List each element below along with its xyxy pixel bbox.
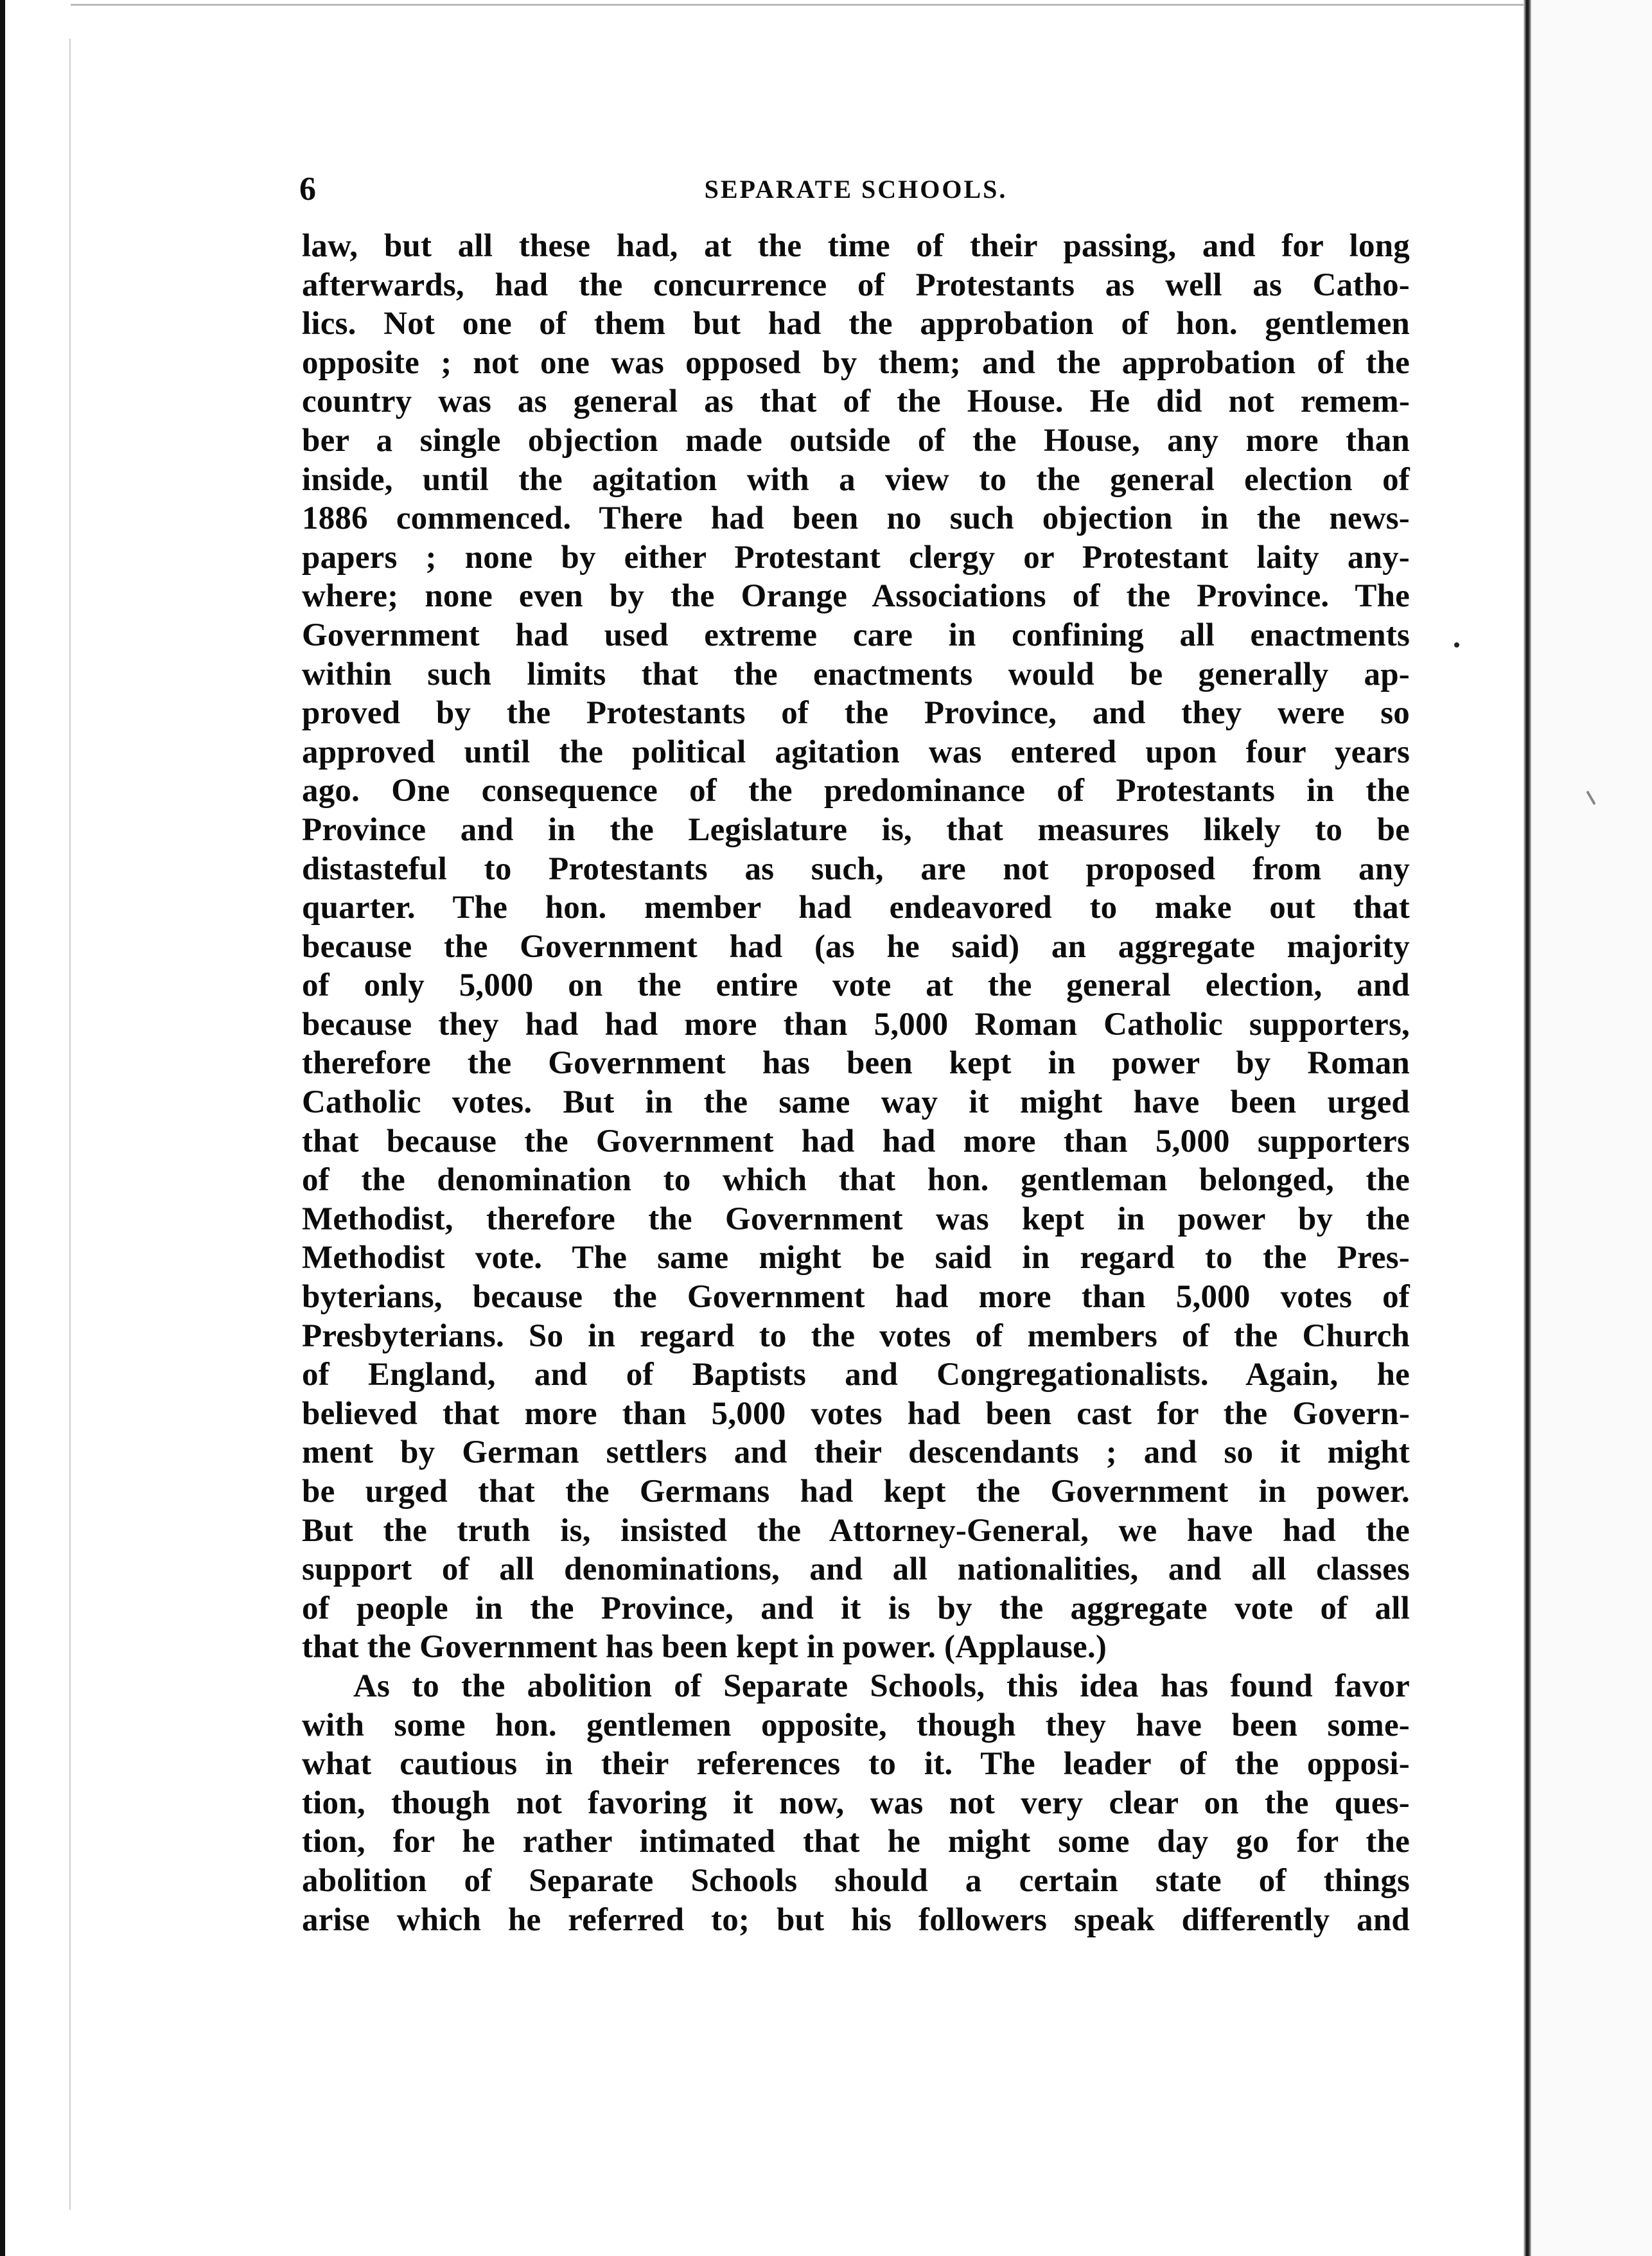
text-line: that because the Government had had more than 5,000 supporters xyxy=(302,1123,1410,1159)
scan-next-page-edge xyxy=(1531,0,1652,2256)
scan-edge-left xyxy=(0,0,5,2256)
text-line: afterwards, had the concurrence of Protestants as well as Catho- xyxy=(302,267,1410,303)
text-line: inside, until the agitation with a view to the general election of xyxy=(302,461,1410,498)
text-line: of the denomination to which that hon. gentleman belonged, the xyxy=(302,1162,1410,1199)
text-line: Presbyterians. So in regard to the votes of members of the Church xyxy=(302,1317,1410,1354)
document-page xyxy=(299,164,1410,1939)
text-line: approved until the political agitation was entered upon four years xyxy=(302,734,1410,770)
text-line: within such limits that the enactments would be generally ap- xyxy=(302,656,1410,692)
running-title: SEPARATE SCHOOLS. xyxy=(704,175,1008,204)
text-line: of only 5,000 on the entire vote at the general election, and xyxy=(302,967,1410,1004)
text-line: byterians, because the Government had more than 5,000 votes of xyxy=(302,1279,1410,1316)
text-line: what cautious in their references to it. The leader of the opposi- xyxy=(302,1746,1410,1783)
text-line: ber a single objection made outside of the House, any more than xyxy=(302,422,1410,459)
text-line: lics. Not one of them but had the approbation of hon. gentlemen xyxy=(302,306,1410,342)
text-line: be urged that the Germans had kept the Government in power. xyxy=(302,1474,1410,1510)
text-line: ago. One consequence of the predominance of Protestants in the xyxy=(302,773,1410,809)
text-line: law, but all these had, at the time of their passing, and for long xyxy=(302,228,1410,264)
text-line: abolition of Separate Schools should a certain state of things xyxy=(302,1862,1410,1899)
text-line: support of all denominations, and all nationalities, and all classes xyxy=(302,1551,1410,1588)
scan-gutter-right xyxy=(1524,0,1531,2256)
text-line: with some hon. gentlemen opposite, though they have been some- xyxy=(302,1707,1410,1743)
text-line: believed that more than 5,000 votes had been cast for the Govern- xyxy=(302,1395,1410,1432)
page-number: 6 xyxy=(299,171,316,207)
text-line: ment by German settlers and their descendants ; and so it might xyxy=(302,1434,1410,1471)
text-line: of people in the Province, and it is by the aggregate vote of all xyxy=(302,1590,1410,1626)
text-line: country was as general as that of the House. He did not remem- xyxy=(302,383,1410,420)
text-line: opposite ; not one was opposed by them; and the approbation of the xyxy=(302,344,1410,381)
text-line: papers ; none by either Protestant clergy or Protestant laity any- xyxy=(302,539,1410,576)
text-line: arise which he referred to; but his followers speak differently and xyxy=(302,1901,1410,1938)
text-line: But the truth is, insisted the Attorney-General, we have had the xyxy=(302,1512,1410,1549)
text-line: Government had used extreme care in confining all enactments xyxy=(302,617,1410,653)
text-line: tion, for he rather intimated that he might some day go for the xyxy=(302,1824,1410,1860)
text-line: because they had had more than 5,000 Roman Catholic supporters, xyxy=(302,1006,1410,1043)
text-line: that the Government has been kept in power. (Applause.) xyxy=(302,1629,1107,1666)
body-text xyxy=(302,227,1410,1939)
scan-edge-top xyxy=(71,4,1524,6)
text-line: As to the abolition of Separate Schools, this idea has found favor xyxy=(353,1668,1410,1704)
text-line: of England, and of Baptists and Congregationalists. Again, he xyxy=(302,1357,1410,1393)
text-line: Province and in the Legislature is, that measures likely to be xyxy=(302,811,1410,848)
running-head xyxy=(299,164,1410,215)
text-line: tion, though not favoring it now, was not very clear on the ques- xyxy=(302,1785,1410,1821)
text-line: proved by the Protestants of the Province, and they were so xyxy=(302,695,1410,732)
text-line: because the Government had (as he said) an aggregate majority xyxy=(302,928,1410,965)
text-line: therefore the Government has been kept in power by Roman xyxy=(302,1045,1410,1082)
ink-speck xyxy=(1454,642,1459,648)
text-line: quarter. The hon. member had endeavored to make out that xyxy=(302,890,1410,926)
text-line: Methodist vote. The same might be said in regard to the Pres- xyxy=(302,1240,1410,1276)
text-line: 1886 commenced. There had been no such objection in the news- xyxy=(302,500,1410,537)
text-line: Catholic votes. But in the same way it might have been urged xyxy=(302,1084,1410,1121)
text-line: distasteful to Protestants as such, are not proposed from any xyxy=(302,850,1410,887)
text-line: Methodist, therefore the Government was kept in power by the xyxy=(302,1201,1410,1237)
scan-margin-line xyxy=(69,39,71,2210)
text-line: where; none even by the Orange Associations of the Province. The xyxy=(302,578,1410,615)
